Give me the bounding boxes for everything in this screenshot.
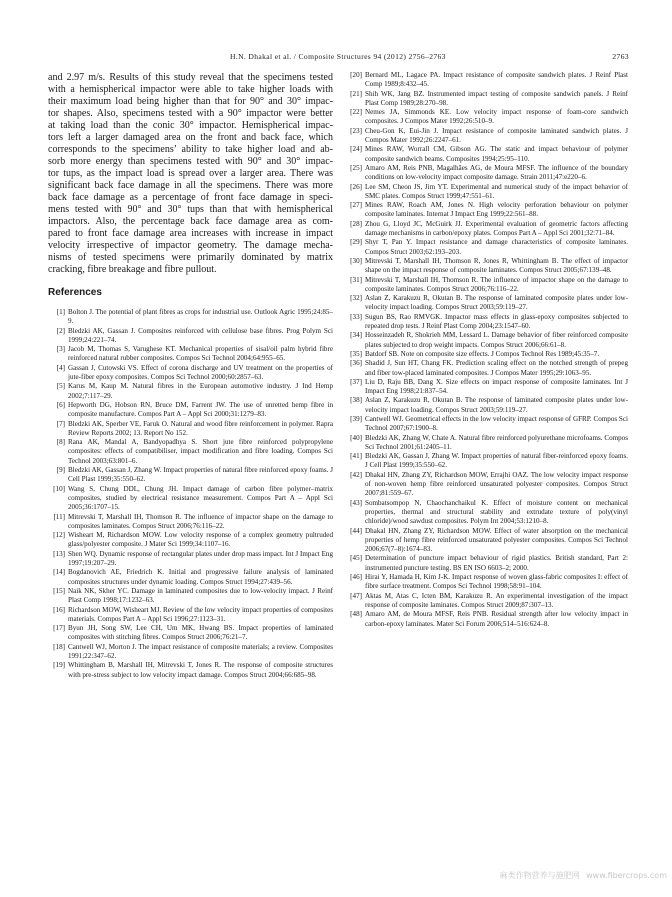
reference-text: Sombatsompop N, Chaochanchaikul K. Effect of moisture content on mechanical properties, thermal and structural stability and extrudate texture of poly(vinyl chloride)/wood sawdust composites. Polym Int 2004;53:1210–8. (365, 498, 628, 526)
reference-item (48, 624, 333, 643)
reference-item (345, 257, 628, 276)
reference-number: [21] (350, 89, 362, 98)
reference-item (345, 276, 628, 295)
reference-item (345, 164, 628, 183)
reference-text: Nemes JA, Simmonds KE. Low velocity impact response of foam-core sandwich composites. J Compos Mater 1992;26:510–9. (365, 108, 628, 126)
conclusion-paragraph (48, 72, 333, 276)
reference-number: [13] (53, 549, 65, 558)
reference-text: Bledzki AK, Sperber VE, Faruk O. Natural and wood fibre reinforcement in polymer. Rapra Review Reports 2002; 13. Report No 152. (68, 419, 333, 437)
reference-number: [46] (350, 573, 362, 582)
reference-item (345, 313, 628, 332)
body-line: significant back face damage in all the specimens. There was more (48, 180, 333, 191)
reference-item (345, 90, 628, 109)
reference-item (345, 350, 628, 359)
body-line: at taking load than the conic 30° impactor. Hemispherical impac- (48, 120, 333, 131)
reference-number: [30] (350, 256, 362, 265)
reference-item (345, 220, 628, 239)
reference-item (48, 606, 333, 625)
reference-number: [7] (56, 419, 65, 428)
reference-text: Bledzki AK, Gassan J, Zhang W. Impact properties of natural fibre reinforced epoxy foams. J Cell Plast 1999;35:550–62. (68, 466, 333, 484)
reference-number: [17] (53, 624, 65, 633)
watermark-url: www.fibercrops.com (586, 871, 667, 880)
reference-number: [3] (56, 345, 65, 354)
reference-item (345, 71, 628, 90)
reference-text: Bernard ML, Lagace PA. Impact resistance of composite sandwich plates. J Reinf Plast Comp 1989;8:432–45. (365, 71, 628, 89)
reference-item (345, 127, 628, 146)
reference-number: [23] (350, 126, 362, 135)
reference-item (345, 415, 628, 434)
reference-text: Mines RAW, Roach AM, Jones N. High velocity perforation behaviour on polymer composite laminates. Internat J Impact Eng 1999;22:561–88. (365, 201, 628, 219)
reference-item (48, 401, 333, 420)
body-line: sorb more energy than specimens tested with 90° and 30° impac- (48, 156, 333, 167)
reference-list-left (48, 308, 333, 680)
reference-number: [1] (56, 308, 65, 316)
reference-text: Aktas M, Atas C, Icten BM, Karakuzu R. An experimental investigation of the impact response of composite laminates. Compos Struct 2009;87:307–13. (365, 591, 628, 609)
page-number: 2763 (612, 52, 629, 61)
reference-number: [40] (350, 433, 362, 442)
left-column (48, 72, 333, 680)
reference-text: Cantwell WJ, Morton J. The impact resistance of composite materials; a review. Composites 1991;22:347–62. (68, 642, 333, 660)
reference-item (48, 531, 333, 550)
reference-text: Bolton J. The potential of plant fibres as crops for industrial use. Outlook Agric 1995;24:85–9. (68, 308, 333, 326)
reference-text: Hepworth DG, Hobson RN, Bruce DM, Farrent JW. The use of unretted hemp fibre in composite manufacture. Compos Part A – Appl Sci 2000;31:1279–83. (68, 400, 333, 419)
reference-text: Bledzki AK, Gassan J, Zhang W. Impact properties of natural fiber-reinforced epoxy foams. J Cell Plast 1999;35:550–62. (365, 452, 628, 470)
reference-item (345, 452, 628, 471)
reference-number: [32] (350, 294, 362, 303)
reference-number: [37] (350, 377, 362, 386)
body-line: velocity irrespective of impactor geometry. The damage mecha- (48, 240, 333, 251)
reference-item (345, 331, 628, 350)
reference-item (48, 438, 333, 466)
reference-number: [48] (350, 610, 362, 619)
reference-text: Amaro AM, Reis PNB, Magalhães AG, de Moura MFSF. The influence of the boundary conditions on low-velocity impact composite damage. Strain 2011;47:e220–6. (365, 163, 628, 182)
body-line: mens tested with 90° and 30° tups than that with hemispherical (48, 204, 333, 215)
reference-text: Shadid J, Sun HT, Chang FK. Prediction scaling effect on the notched strength of prepeg and fiber tow-placed laminated composites. J Compos Mater 1995;29:1063–95. (365, 359, 628, 377)
body-line: corresponds to the specimens’ ability to take higher load and ab- (48, 144, 333, 155)
body-line: tors left a larger damaged area on the front and back face, which (48, 132, 333, 143)
reference-number: [34] (350, 331, 362, 340)
reference-text: Mitrevski T, Marshall IH, Thomson R. The influence of impactor shape on the damage to composites laminates. Compos Struct 2006;76:116–22. (68, 512, 333, 530)
reference-number: [33] (350, 312, 362, 321)
reference-number: [6] (56, 400, 65, 409)
body-line: nisms of tested specimens were primarily dominated by matrix (48, 252, 333, 263)
body-line: tor shapes. Also, specimens tested with a 90° impactor were better (48, 108, 333, 119)
reference-number: [4] (56, 363, 65, 372)
reference-number: [25] (350, 163, 362, 172)
reference-text: Cheu-Gon K, Eui-Jin J. Impact resistance of composite laminated sandwich plates. J Compos Mater 1992;26:2247–61. (365, 126, 628, 145)
reference-item (345, 108, 628, 127)
reference-text: Bledzki AK, Zhang W, Chate A. Natural fibre reinforced polyurethane microfoams. Compos Sci Technol 2001;61:2405–11. (365, 433, 628, 451)
body-line: cracking, fibre breakage and fibre pullout. (48, 264, 217, 275)
reference-item (345, 592, 628, 611)
reference-text: Gassan J, Cutowski VS. Effect of corona discharge and UV treatment on the properties of jute-fiber epoxy composites. Compos Sci Technol 2000;60:2857–63. (68, 363, 333, 382)
reference-text: Cantwell WJ. Geometrical effects in the low velocity impact response of GFRP. Compos Sci Technol 2007;67:1900–8. (365, 414, 628, 433)
reference-text: Naik NK, Skher YC. Damage in laminated composites due to low-velocity impact. J Reinf Plast Comp 1998;17:1232–63. (68, 586, 333, 605)
reference-text: Determination of puncture impact behaviour of rigid plastics. British standard, Part 2: instrumented puncture testing. BS EN ISO 6603–2; 2000. (365, 554, 628, 572)
reference-item (345, 499, 628, 527)
reference-item (345, 573, 628, 592)
reference-item (345, 294, 628, 313)
reference-text: Dhakal HN, Zhang ZY, Richardson MOW, Errajhi OAZ. The low velocity impact response of non-woven hemp fibre reinforced unsaturated polyester composites. Compos Struct 2007;81:559–67. (365, 470, 628, 498)
reference-text: Richardson MOW, Wisheart MJ. Review of the low velocity impact properties of composites materials. Compos Part A – Appl Sci 1996;27:1123–31. (68, 605, 333, 623)
body-line: pared to front face damage area increases with increase in impact (48, 228, 333, 239)
reference-text: Sugun BS, Rao RMVGK. Impactor mass effects in glass-epoxy composites subjected to repeated drop tests. J Reinf Plast Comp 2004;23:1547–60. (365, 312, 628, 331)
reference-text: Aslan Z, Karakuzu R, Okutan B. The response of laminated composite plates under low-velocity impact loading. Compos Struct 2003;59:119–27. (365, 294, 628, 312)
reference-item (345, 238, 628, 257)
reference-item (345, 201, 628, 220)
reference-number: [5] (56, 382, 65, 391)
reference-number: [45] (350, 554, 362, 563)
reference-number: [12] (53, 531, 65, 540)
reference-number: [26] (350, 182, 362, 191)
reference-text: Jacob M, Thomas S, Varughese KT. Mechanical properties of sisal/oil palm hybrid fibre reinforced natural rubber composites. Compos Sci Technol 2004;64:955–65. (68, 345, 333, 363)
reference-item (345, 471, 628, 499)
reference-text: Shih WK, Jang BZ. Instrumented impact testing of composite sandwich panels. J Reinf Plast Comp 1989;28:270–98. (365, 89, 628, 107)
reference-item (48, 382, 333, 401)
reference-text: Shyr T, Pan Y. Impact resistance and damage characteristics of composite laminates. Compos Struct 2003;62:193–203. (365, 238, 628, 256)
reference-number: [2] (56, 326, 65, 335)
reference-item (48, 466, 333, 485)
references-heading: References (48, 287, 102, 298)
reference-number: [19] (53, 661, 65, 670)
reference-item (48, 364, 333, 383)
reference-number: [44] (350, 526, 362, 535)
reference-number: [24] (350, 145, 362, 154)
reference-text: Karus M, Kaup M. Natural fibres in the European automotive industry. J Ind Hemp 2002;7:117–29. (68, 382, 333, 400)
watermark-site-name: 麻类作物营养与施肥网 (499, 871, 580, 880)
reference-item (48, 550, 333, 569)
reference-item (48, 345, 333, 364)
body-line: with a hemispherical impactor were able to take higher loads with (48, 84, 333, 95)
body-line: impactors. Also, the percentage back face damage area as com- (48, 216, 333, 227)
reference-text: Aslan Z, Karakuzu R, Okutan B. The response of laminated composite plates under low-velocity impact loading. Compos Struct 2003;59:119–27. (365, 396, 628, 414)
reference-number: [38] (350, 396, 362, 405)
reference-item (48, 568, 333, 587)
reference-number: [35] (350, 349, 362, 358)
reference-number: [31] (350, 275, 362, 284)
reference-number: [42] (350, 470, 362, 479)
reference-item (345, 378, 628, 397)
reference-number: [15] (53, 586, 65, 595)
reference-number: [22] (350, 108, 362, 117)
reference-number: [14] (53, 568, 65, 577)
reference-number: [8] (56, 438, 65, 447)
reference-item (48, 661, 333, 680)
reference-number: [47] (350, 591, 362, 600)
reference-number: [20] (350, 71, 362, 79)
reference-text: Zhou G, Lloyd JC, McGuirk JJ. Experimental evaluation of geometric factors affecting damage mechanisms in carbon/epoxy plates. Compos Part A – Appl Sci 2001;32:71–84. (365, 219, 628, 238)
reference-item (345, 183, 628, 202)
reference-item (48, 327, 333, 346)
reference-item (345, 396, 628, 415)
reference-item (48, 587, 333, 606)
reference-text: Batdorf SB. Note on composite size effects. J Compos Technol Res 1989;45:35–7. (365, 349, 600, 358)
reference-text: Lee SM, Cheon JS, Jim YT. Experimental and numerical study of the impact behavior of SMC plates. Compos Struct 1999;47:551–61. (365, 182, 628, 200)
reference-item (345, 610, 628, 629)
reference-item (345, 359, 628, 378)
reference-text: Mitrevski T, Marshall IH, Thomson R, Jones R, Whittingham B. The effect of impactor shape on the impact response of composite laminates. Compos Struct 2005;67:139–48. (365, 256, 628, 275)
reference-text: Hirai Y, Hamada H, Kim J-K. Impact response of woven glass-fabric composites I: effect of fibre surface treatment. Compos Sci Technol 1998;58:91–104. (365, 573, 628, 591)
reference-number: [41] (350, 452, 362, 461)
reference-number: [43] (350, 498, 362, 507)
reference-item (345, 434, 628, 453)
reference-number: [10] (53, 484, 65, 493)
reference-text: Wisheart M, Richardson MOW. Low velocity response of a complex geometry pultruded glass/polyester composite. J Mater Sci 1999;34:1107–16. (68, 531, 333, 549)
reference-text: Byun JH, Song SW, Lee CH, Um MK, Hwang BS. Impact properties of laminated composites with stitching fibres. Compos Struct 2006;76:21–7. (68, 624, 333, 642)
reference-text: Shen WQ. Dynamic response of rectangular plates under drop mass impact. Int J Impact Eng 1997;19:207–29. (68, 549, 333, 568)
reference-number: [18] (53, 642, 65, 651)
reference-text: Rana AK, Mandal A, Bandyopadhya S. Short jute fibre reinforced polypropylene composites: effects of compatibiliser, impact modification and fibre loading. Compos Sci Technol 2003;63:801–6. (68, 438, 333, 465)
reference-item (345, 145, 628, 164)
reference-item (345, 527, 628, 555)
reference-number: [28] (350, 219, 362, 228)
reference-text: Bledzki AK, Gassan J. Composites reinforced with cellulose base fibres. Prog Polym Sci 1999;24:221–74. (68, 326, 333, 344)
reference-text: Dhakal HN, Zhang ZY, Richardson MOW. Effect of water absorption on the mechanical properties of hemp fibre reinforced unsaturated polyester composites. Compos Sci Technol 2006;67(7–8):1674–83. (365, 526, 628, 554)
reference-number: [27] (350, 201, 362, 210)
reference-item (48, 308, 333, 327)
reference-text: Bogdanovich AE, Friedrich K. Initial and progressive failure analysis of laminated composites structures under dynamic loading. Compos Struct 1994;27:439–56. (68, 568, 333, 586)
reference-number: [11] (53, 512, 65, 521)
reference-text: Wang S, Chung DDL, Chung JH. Impact damage of carbon fibre polymer–matrix composites, studied by electrical resistance measurement. Compos Part A – Appl Sci 2005;36:1707–15. (68, 484, 333, 512)
reference-text: Whittingham B, Marshall IH, Mitrevski T, Jones R. The response of composite structures with pre-stress subject to low velocity impact damage. Compos Struct 2004;66:685–98. (68, 661, 333, 679)
reference-text: Hosseinzadeh R, Shokrieh MM, Lessard L. Damage behavior of fiber reinforced composite plates subjected to drop weight impacts. Compos Struct 2006;66:61–8. (365, 331, 628, 349)
reference-number: [36] (350, 359, 362, 368)
reference-item (48, 420, 333, 439)
body-line: tor tups, as the impact load is spread over a larger area. There was (48, 168, 333, 179)
reference-number: [39] (350, 414, 362, 423)
reference-number: [16] (53, 605, 65, 614)
reference-item (48, 513, 333, 532)
reference-item (48, 485, 333, 513)
reference-number: [29] (350, 238, 362, 247)
reference-text: Mines RAW, Worrall CM, Gibson AG. The static and impact behaviour of polymer composite sandwich beams. Composites 1994;25:95–110. (365, 145, 628, 163)
reference-text: Amaro AM, de Moura MFSF, Reis PNB. Residual strength after low velocity impact in carbon-epoxy laminates. Mater Sci Forum 2006;514–516:624–8. (365, 610, 628, 628)
running-header: H.N. Dhakal et al. / Composite Structures 94 (2012) 2756–2763 (230, 52, 446, 61)
reference-list-right (345, 71, 628, 629)
reference-item (48, 643, 333, 662)
right-column (345, 71, 628, 629)
reference-text: Mitrevski T, Marshall IH, Thomson R. The influence of impactor shape on the damage to composite laminates. Compos Struct 2006;76:116–22. (365, 275, 628, 293)
body-line: and 2.97 m/s. Results of this study reveal that the specimens tested (48, 72, 333, 83)
watermark (500, 870, 667, 881)
body-line: their maximum load being higher than that for 90° and 30° impac- (48, 96, 333, 107)
reference-number: [9] (56, 466, 65, 475)
reference-item (345, 554, 628, 573)
body-line: back face damage as a percentage of front face damage in speci- (48, 192, 333, 203)
reference-text: Liu D, Raju BB, Dang X. Size effects on impact response of composite laminates. Int J Impact Eng 1998;21:837–54. (365, 377, 628, 396)
